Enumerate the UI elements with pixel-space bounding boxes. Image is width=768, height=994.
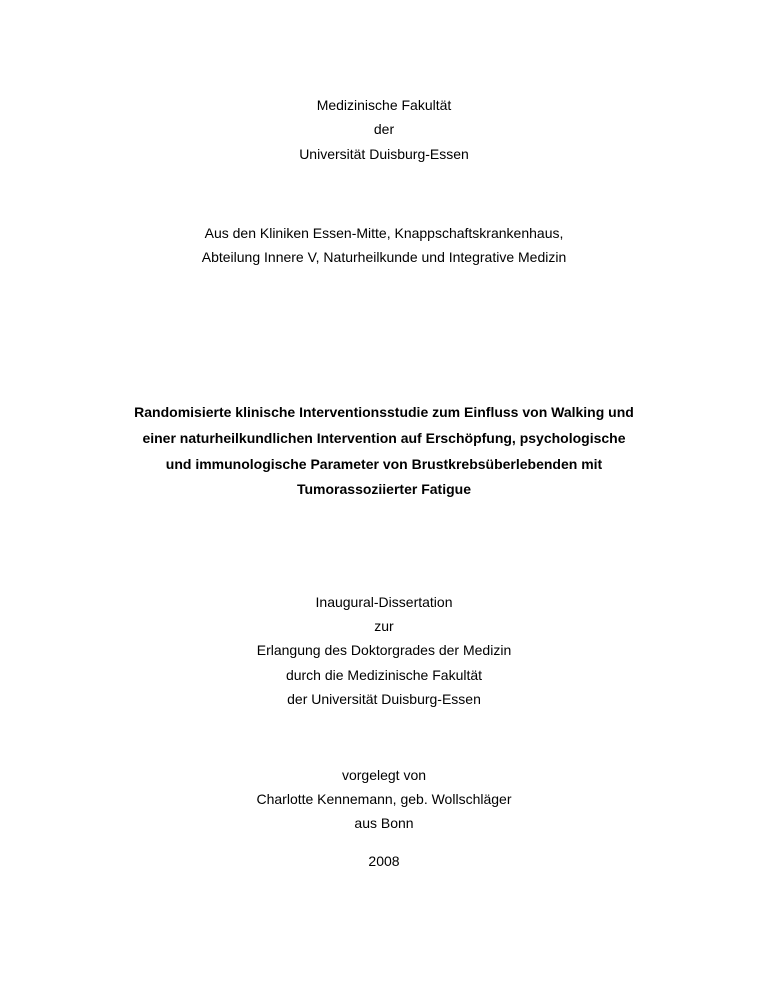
title-line-1: Randomisierte klinische Interventionsstudie zum Einfluss von Walking und bbox=[134, 404, 634, 420]
clinic-line-1: Aus den Kliniken Essen-Mitte, Knappschaftskrankenhaus, bbox=[204, 225, 564, 241]
clinic-line-2: Abteilung Innere V, Naturheilkunde und Integrative Medizin bbox=[201, 249, 567, 265]
title-line-2: einer naturheilkundlichen Intervention auf Erschöpfung, psychologische bbox=[142, 430, 626, 446]
submitted-by-label: vorgelegt von bbox=[341, 767, 427, 783]
faculty-name: Medizinische Fakultät bbox=[316, 97, 452, 113]
dissertation-line-2: zur bbox=[374, 618, 394, 634]
faculty-connector: der bbox=[373, 121, 395, 137]
dissertation-type: Inaugural-Dissertation bbox=[315, 594, 453, 610]
dissertation-line-4: durch die Medizinische Fakultät bbox=[285, 667, 483, 683]
author-origin: aus Bonn bbox=[354, 815, 414, 831]
title-line-4: Tumorassoziierter Fatigue bbox=[296, 481, 471, 497]
title-line-3: und immunologische Parameter von Brustkrebsüberlebenden mit bbox=[165, 456, 603, 472]
dissertation-line-3: Erlangung des Doktorgrades der Medizin bbox=[256, 642, 512, 658]
author-name: Charlotte Kennemann, geb. Wollschläger bbox=[256, 791, 512, 807]
university-name: Universität Duisburg-Essen bbox=[299, 146, 469, 162]
year: 2008 bbox=[368, 853, 400, 869]
dissertation-line-5: der Universität Duisburg-Essen bbox=[287, 691, 481, 707]
